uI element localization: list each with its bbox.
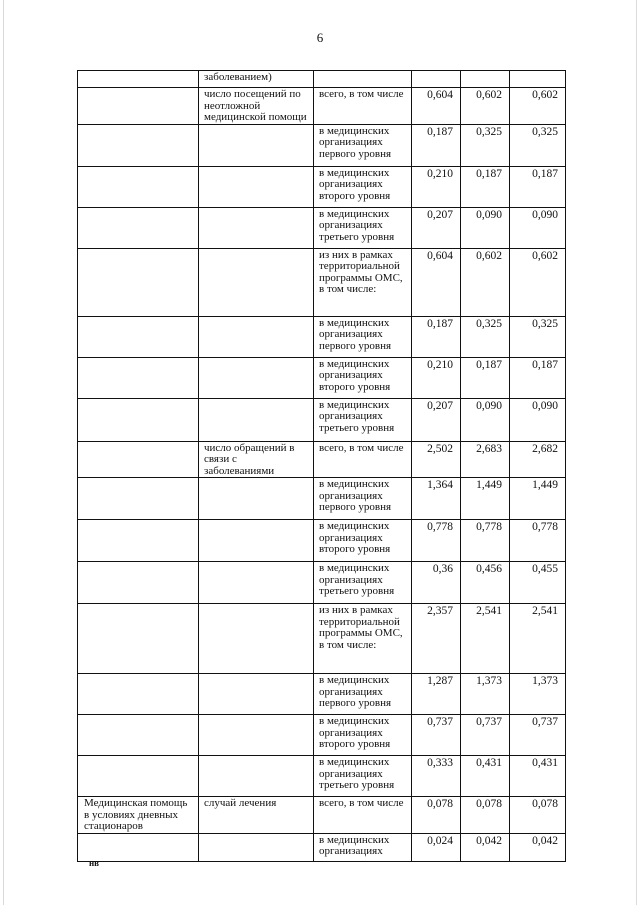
section-cell [78, 71, 199, 88]
value-cell: 0,602 [461, 88, 510, 125]
value-cell: 0,737 [461, 715, 510, 756]
value-cell: 0,090 [461, 398, 510, 441]
data-table [77, 70, 566, 862]
level-cell: в медицинских организациях [314, 833, 412, 861]
indicator-cell [199, 166, 314, 207]
level-cell: в медицинских организациях второго уровня [314, 357, 412, 398]
section-cell [78, 674, 199, 715]
value-cell: 0,455 [510, 562, 566, 604]
footer-mark: нв [89, 858, 100, 868]
value-cell: 1,449 [461, 478, 510, 520]
value-cell: 0,187 [412, 316, 461, 357]
indicator-cell [199, 756, 314, 797]
level-cell: в медицинских организациях третьего уровня [314, 207, 412, 248]
table-row [78, 562, 566, 604]
indicator-cell [199, 357, 314, 398]
value-cell: 0,090 [461, 207, 510, 248]
table-body [78, 71, 566, 862]
value-cell: 0,187 [461, 166, 510, 207]
level-cell: из них в рамках территориальной программы ОМС, в том числе: [314, 604, 412, 674]
value-cell: 0,431 [510, 756, 566, 797]
section-cell [78, 316, 199, 357]
section-cell [78, 562, 199, 604]
value-cell: 0,602 [510, 88, 566, 125]
table-row [78, 833, 566, 861]
indicator-cell [199, 715, 314, 756]
section-cell [78, 715, 199, 756]
value-cell: 0,604 [412, 88, 461, 125]
value-cell: 2,541 [510, 604, 566, 674]
table-row [78, 797, 566, 834]
value-cell: 0,042 [461, 833, 510, 861]
level-cell: в медицинских организациях второго уровня [314, 715, 412, 756]
indicator-cell [199, 833, 314, 861]
value-cell: 0,187 [510, 357, 566, 398]
value-cell: 0,737 [510, 715, 566, 756]
value-cell: 1,373 [461, 674, 510, 715]
level-cell: из них в рамках территориальной программы ОМС, в том числе: [314, 248, 412, 316]
section-cell [78, 756, 199, 797]
table-row [78, 520, 566, 562]
level-cell: всего, в том числе [314, 441, 412, 478]
value-cell: 0,024 [412, 833, 461, 861]
indicator-cell: случай лечения [199, 797, 314, 834]
section-cell [78, 357, 199, 398]
table-row [78, 88, 566, 125]
indicator-cell [199, 520, 314, 562]
value-cell: 0,078 [510, 797, 566, 834]
value-cell: 0,325 [510, 124, 566, 166]
indicator-cell [199, 562, 314, 604]
section-cell [78, 833, 199, 861]
value-cell: 0,187 [412, 124, 461, 166]
table-row [78, 124, 566, 166]
value-cell: 0,187 [510, 166, 566, 207]
value-cell: 0,431 [461, 756, 510, 797]
section-cell [78, 124, 199, 166]
value-cell: 2,357 [412, 604, 461, 674]
indicator-cell [199, 316, 314, 357]
value-cell: 0,333 [412, 756, 461, 797]
level-cell: в медицинских организациях третьего уровня [314, 398, 412, 441]
indicator-cell [199, 207, 314, 248]
value-cell: 1,364 [412, 478, 461, 520]
value-cell: 1,287 [412, 674, 461, 715]
level-cell: в медицинских организациях первого уровня [314, 316, 412, 357]
value-cell [412, 71, 461, 88]
scan-edge-right [636, 0, 637, 905]
value-cell: 1,373 [510, 674, 566, 715]
table-row [78, 478, 566, 520]
table-row [78, 71, 566, 88]
section-cell [78, 166, 199, 207]
section-cell [78, 88, 199, 125]
value-cell: 2,682 [510, 441, 566, 478]
value-cell: 2,541 [461, 604, 510, 674]
section-cell [78, 478, 199, 520]
table-row [78, 441, 566, 478]
table-row [78, 756, 566, 797]
value-cell: 0,078 [461, 797, 510, 834]
value-cell: 0,456 [461, 562, 510, 604]
section-cell [78, 248, 199, 316]
level-cell: в медицинских организациях второго уровня [314, 520, 412, 562]
table-row [78, 398, 566, 441]
value-cell: 0,36 [412, 562, 461, 604]
value-cell: 0,778 [412, 520, 461, 562]
table-row [78, 316, 566, 357]
value-cell: 0,207 [412, 207, 461, 248]
table-row [78, 604, 566, 674]
level-cell: в медицинских организациях первого уровня [314, 478, 412, 520]
level-cell: в медицинских организациях первого уровня [314, 674, 412, 715]
table-row [78, 166, 566, 207]
indicator-cell: число посещений по неотложной медицинской помощи [199, 88, 314, 125]
indicator-cell [199, 604, 314, 674]
section-cell [78, 398, 199, 441]
section-cell [78, 604, 199, 674]
indicator-cell [199, 124, 314, 166]
value-cell: 0,090 [510, 398, 566, 441]
level-cell: в медицинских организациях первого уровня [314, 124, 412, 166]
level-cell: в медицинских организациях второго уровня [314, 166, 412, 207]
section-cell [78, 441, 199, 478]
level-cell: всего, в том числе [314, 88, 412, 125]
value-cell: 0,778 [461, 520, 510, 562]
table-row [78, 715, 566, 756]
indicator-cell [199, 398, 314, 441]
value-cell: 0,602 [461, 248, 510, 316]
indicator-cell [199, 248, 314, 316]
section-cell: Медицинская помощь в условиях дневных стационаров [78, 797, 199, 834]
page-number: 6 [316, 30, 324, 45]
table-row [78, 357, 566, 398]
level-cell: всего, в том числе [314, 797, 412, 834]
value-cell: 0,778 [510, 520, 566, 562]
value-cell [510, 71, 566, 88]
value-cell: 0,207 [412, 398, 461, 441]
value-cell: 0,078 [412, 797, 461, 834]
value-cell: 0,325 [510, 316, 566, 357]
table-row [78, 674, 566, 715]
value-cell: 2,502 [412, 441, 461, 478]
indicator-cell [199, 674, 314, 715]
data-table-container [77, 70, 565, 862]
value-cell: 0,325 [461, 124, 510, 166]
value-cell: 0,604 [412, 248, 461, 316]
value-cell: 0,602 [510, 248, 566, 316]
value-cell: 0,210 [412, 357, 461, 398]
value-cell: 0,187 [461, 357, 510, 398]
value-cell: 0,090 [510, 207, 566, 248]
value-cell: 2,683 [461, 441, 510, 478]
section-cell [78, 207, 199, 248]
value-cell: 1,449 [510, 478, 566, 520]
indicator-cell [199, 478, 314, 520]
indicator-cell: число обращений в связи с заболеваниями [199, 441, 314, 478]
indicator-cell: заболеванием) [199, 71, 314, 88]
value-cell: 0,737 [412, 715, 461, 756]
value-cell [461, 71, 510, 88]
table-row [78, 207, 566, 248]
level-cell [314, 71, 412, 88]
level-cell: в медицинских организациях третьего уровня [314, 756, 412, 797]
value-cell: 0,325 [461, 316, 510, 357]
level-cell: в медицинских организациях третьего уровня [314, 562, 412, 604]
value-cell: 0,042 [510, 833, 566, 861]
scan-edge-left [3, 0, 4, 905]
section-cell [78, 520, 199, 562]
table-row [78, 248, 566, 316]
value-cell: 0,210 [412, 166, 461, 207]
